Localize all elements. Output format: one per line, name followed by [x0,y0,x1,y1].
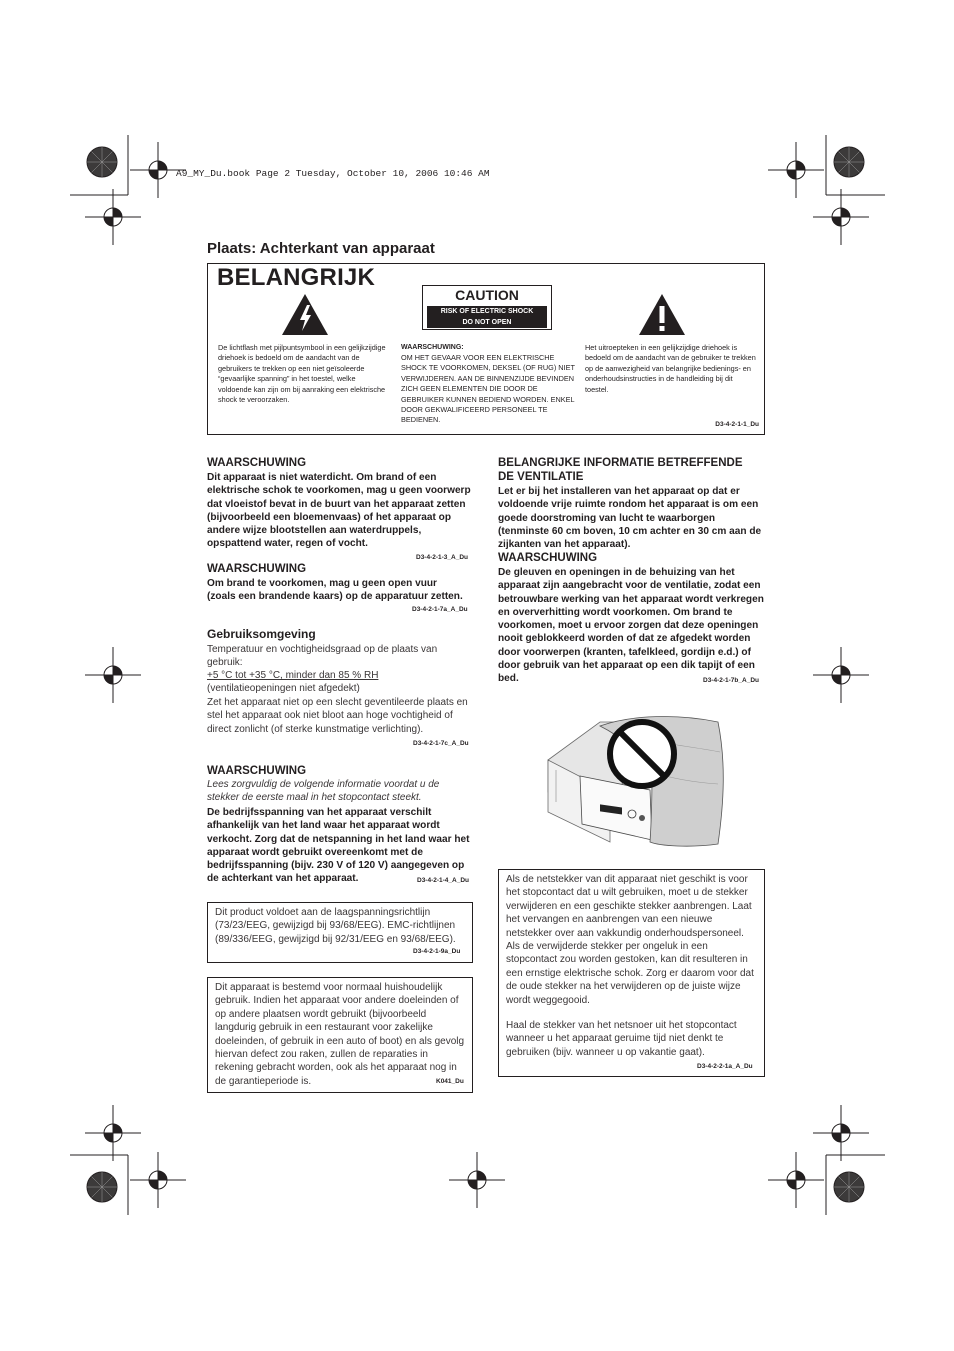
warning-text-1: Dit apparaat is niet waterdicht. Om brand of een elektrische schok te voorkomen, mag u geen voorwerp dat vloeistof bevat in de buurt van het apparaat zetten (bijvoorbeeld een bloemenvaas) of het apparaat op andere wijze blootstellen aan waterdruppels, opspattend water, regen of vocht. [207,472,471,550]
lightning-explanation: De lichtflash met pijlpuntsymbool in een gelijkzijdige driehoek is bedoeld om de aandacht van de gebruikers te trekken op een niet geïsoleerde “gevaarlijke spanning” in het toestel, welke voldoende kan zijn om bij aanraking een elektrische shock te veroorzaken. [218,343,386,405]
reference-code: D3-4-2-1-4_A_Du [417,877,470,884]
ventilation-heading: BELANGRIJKE INFORMATIE BETREFFENDE DE VENTILATIE [498,457,743,483]
household-use-text: Dit apparaat is bestemd voor normaal huishoudelijk gebruik. Indien het apparaat voor andere doeleinden of op andere plaatsen wordt gebruikt (bijvoorbeeld langdurig gebruik in een restaurant voor zakelijke doeleinden, of gebruik in een auto of boot) en als gevolg hiervan defect zou raken, zullen de reparaties in rekening gebracht worden, ook als het apparaat nog in de garantieperiode is. [215,982,465,1087]
warning-heading-1: WAARSCHUWING [207,457,307,469]
reference-code: K041_Du [436,1078,464,1085]
reference-code: D3-4-2-1-9a_Du [413,948,461,955]
exclamation-explanation: Het uitroepteken in een gelijkzijdige driehoek is bedoeld om de aandacht van de gebruiker te trekken op de aanwezigheid van belangrijke bedienings- en onderhoudsinstructies in de handleiding bij dit toestel. [585,343,756,394]
environment-text-3: (ventilatieopeningen niet afgedekt) [207,683,360,694]
important-title: BELANGRIJK [217,264,376,291]
reference-code: D3-4-2-1-1_Du [715,421,759,428]
caution-label [422,285,552,330]
plug-replacement-text: Als de netstekker van dit apparaat niet geschikt is voor het stopcontact dat u wilt gebruiken, moet u de stekker verwijderen en een geschikte stekker aanbrengen. Laat het vervangen en aanbrengen van een nieuwe netstekker over aan vakkundig onderhoudspersoneel. Als de verwijderde stekker per ongeluk in een stopcontact zou worden gestoken, kan dit resulteren in een ernstige elektrische schok. Zorg er daarom voor dat de oude stekker na het verwijderen op de juiste wijze wordt weggegooid. [506,874,754,1006]
covered-device-illustration [540,712,730,850]
caution-sub-line2: DO NOT OPEN [462,319,512,326]
warning-text-4: De gleuven en openingen in de behuizing van het apparaat zijn aangebracht voor de ventilatie, zodat een betrouwbare werking van het apparaat wordt verkregen en oververhitting wordt voorkomen. Om brand te voorkomen, moet u ervoor zorgen dat deze openingen nooit geblokkeerd worden of dat ze afgedekt worden door voorwerpen (kranten, tafelkleed, gordijn e.d.) of door gebruik van het apparaat op een dik tapijt of een bed. [498,567,764,685]
reference-code: D3-4-2-1-7c_A_Du [413,740,469,747]
exclamation-triangle-icon [638,293,686,336]
warning-text-3: De bedrijfsspanning van het apparaat verschilt afhankelijk van het land waar het apparaat wordt verkocht. Zorg dat de netspanning in het land waar het apparaat wordt gebruikt overeenkomt met de bedrijfsspanning (bijv. 230 V of 120 V) aangegeven op de achterkant van het apparaat. [207,807,470,885]
warning-text-2: Om brand te voorkomen, mag u geen open vuur (zoals een brandende kaars) op de apparatuur zetten. [207,578,463,603]
warning-heading-2: WAARSCHUWING [207,563,307,575]
environment-range: +5 °C tot +35 °C, minder dan 85 % RH [207,670,379,681]
unplug-text: Haal de stekker van het netsnoer uit het stopcontact wanneer u het apparaat geruime tijd niet denkt te gebruiken (bijv. wanneer u op vakantie gaat). [506,1020,737,1058]
caution-word: CAUTION [455,287,519,303]
lightning-triangle-icon [281,293,329,336]
environment-text-1: Temperatuur en vochtigheidsgraad op de plaats van gebruik: [207,644,438,669]
caution-sub-line1: RISK OF ELECTRIC SHOCK [440,308,534,315]
directive-text: Dit product voldoet aan de laagspanningsrichtlijn (73/23/EEG, gewijzigd bij 93/68/EEG). EMC-richtlijnen (89/336/EEG, gewijzigd bij 92/31/EEG en 93/68/EEG). [215,907,456,945]
section-title: Plaats: Achterkant van apparaat [207,240,435,257]
print-header-line: A9_MY_Du.book Page 2 Tuesday, October 10, 2006 10:46 AM [176,168,490,179]
warning-heading-3: WAARSCHUWING [207,765,307,777]
reference-code: D3-4-2-1-7a_A_Du [412,606,468,613]
reference-code: D3-4-2-1-7b_A_Du [703,677,759,684]
warning-intro-3: Lees zorgvuldig de volgende informatie voordat u de stekker de eerste maal in het stopcontact steekt. [207,779,440,804]
warning-caption-text: OM HET GEVAAR VOOR EEN ELEKTRISCHE SHOCK TE VOORKOMEN, DEKSEL (OF RUG) NIET VERWIJDEREN. AAN DE BINNENZIJDE BEVINDEN ZICH GEEN ELEMENTEN DIE DOOR DE GEBRUIKER KUNNEN BEDIEND WORDEN. ENKEL DOOR GEKWALIFICEERD PERSONEEL TE BEDIENEN. [401,353,575,425]
reference-code: D3-4-2-1-3_A_Du [416,554,469,561]
environment-text-4: Zet het apparaat niet op een slecht geventileerde plaats en stel het apparaat ook niet bloot aan hoge vochtigheid of direct zonlicht (of sterke kunstmatige verlichting). [207,697,468,735]
caution-subtitle [427,306,547,328]
reference-code: D3-4-2-2-1a_A_Du [697,1063,753,1070]
environment-heading: Gebruiksomgeving [207,627,316,641]
warning-caption-heading: WAARSCHUWING: [401,344,464,351]
warning-heading-4: WAARSCHUWING [498,552,598,564]
ventilation-text: Let er bij het installeren van het apparaat op dat er voldoende vrije ruimte rondom het apparaat is om een goede doorstroming van lucht te waarborgen (tenminste 60 cm boven, 10 cm achter en 30 cm aan de zijkanten van het apparaat). [498,486,762,551]
